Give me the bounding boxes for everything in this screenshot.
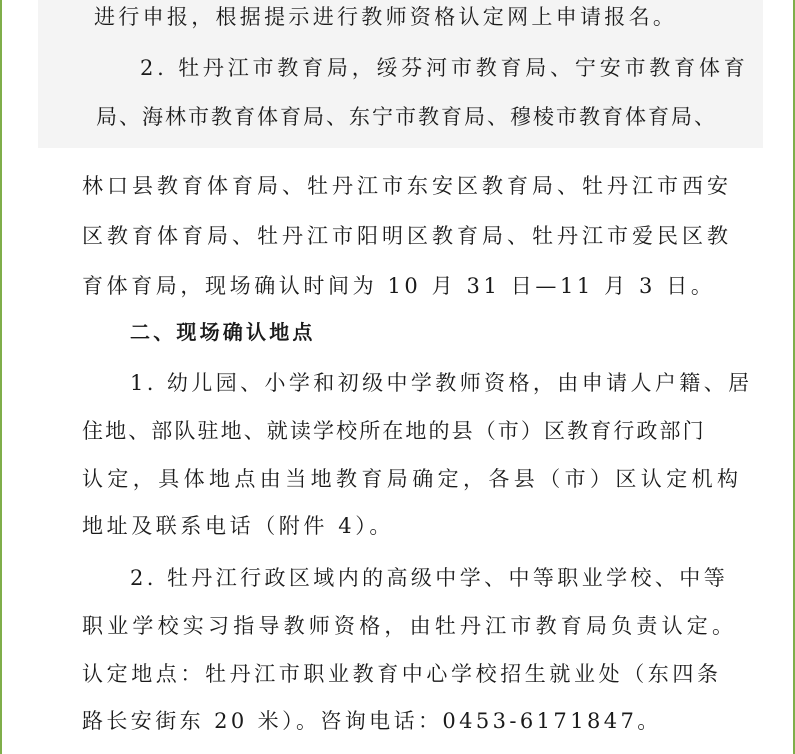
paragraph-line-3: 局、海林市教育体育局、东宁市教育局、穆棱市教育体育局、: [96, 105, 717, 129]
paragraph-line-10: 认定，具体地点由当地教育局确定，各县（市）区认定机构: [82, 467, 743, 491]
paragraph-line-14: 认定地点：牡丹江市职业教育中心学校招生就业处（东四条: [82, 662, 722, 686]
paragraph-line-9: 住地、部队驻地、就读学校所在地的县（市）区教育行政部门: [82, 419, 706, 443]
paragraph-line-1: 进行申报，根据提示进行教师资格认定网上申请报名。: [94, 5, 678, 29]
paragraph-line-2: 2. 牡丹江市教育局，绥芬河市教育局、宁安市教育体育: [140, 56, 749, 80]
paragraph-line-11: 地址及联系电话（附件 4）。: [82, 514, 394, 538]
paragraph-line-15: 路长安街东 20 米）。咨询电话：0453-6171847。: [82, 709, 662, 733]
section-heading: 二、现场确认地点: [130, 320, 316, 344]
page-left-border: [0, 0, 2, 754]
paragraph-line-6: 育体育局，现场确认时间为 10 月 31 日—11 月 3 日。: [82, 274, 716, 298]
paragraph-line-4: 林口县教育体育局、牡丹江市东安区教育局、牡丹江市西安: [82, 174, 732, 198]
paragraph-line-8: 1. 幼儿园、小学和初级中学教师资格，由申请人户籍、居: [130, 371, 753, 395]
paragraph-line-13: 职业学校实习指导教师资格，由牡丹江市教育局负责认定。: [82, 614, 738, 638]
paragraph-line-5: 区教育体育局、牡丹江市阳明区教育局、牡丹江市爱民区教: [82, 224, 732, 248]
paragraph-line-12: 2. 牡丹江行政区域内的高级中学、中等职业学校、中等: [130, 566, 729, 590]
